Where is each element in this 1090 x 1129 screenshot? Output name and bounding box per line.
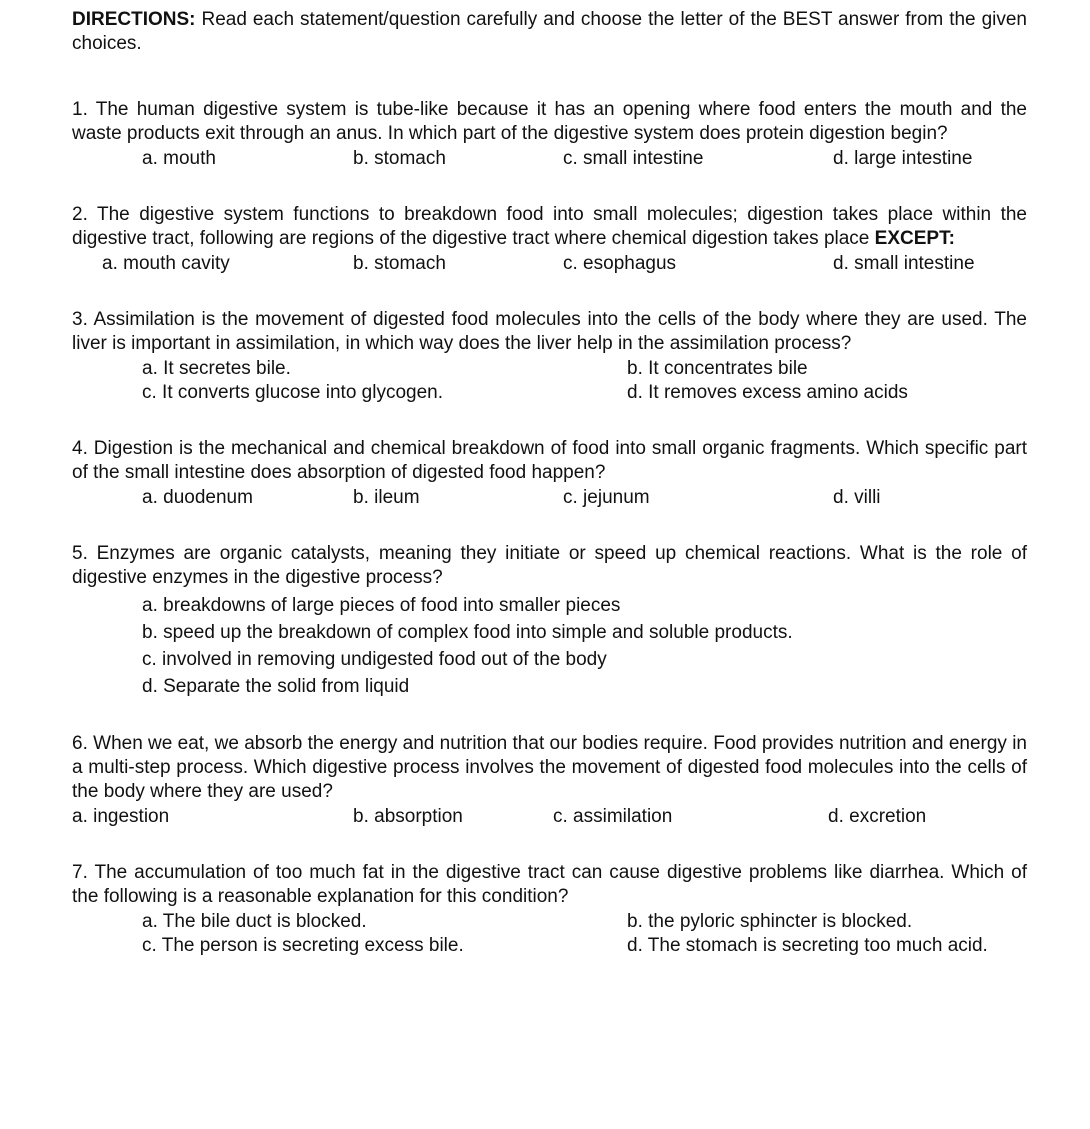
- choice-c[interactable]: c. assimilation: [553, 806, 673, 827]
- directions-text: Read each statement/question carefully and choose the letter of the BEST answer from the given choices.: [72, 9, 1027, 54]
- choice-a[interactable]: a. ingestion: [72, 806, 170, 827]
- choice-d[interactable]: d. large intestine: [833, 148, 973, 169]
- question-stem-text: 2. The digestive system functions to breakdown food into small molecules; digestion takes place within the digestive tract, following are regions of the digestive tract where chemical digestion takes place: [72, 204, 1027, 249]
- choice-d[interactable]: d. The stomach is secreting too much acid.: [627, 935, 988, 956]
- choice-a[interactable]: a. mouth cavity: [102, 253, 230, 274]
- choice-d[interactable]: d. excretion: [828, 806, 927, 827]
- directions: [72, 8, 1027, 56]
- question-5: [72, 542, 1027, 700]
- choice-b[interactable]: b. It concentrates bile: [627, 358, 808, 379]
- question-stem: [72, 203, 1027, 251]
- choice-c[interactable]: c. The person is secreting excess bile.: [142, 935, 464, 956]
- directions-label: DIRECTIONS:: [72, 9, 196, 30]
- choices: [72, 357, 1027, 405]
- choice-a[interactable]: a. The bile duct is blocked.: [142, 911, 367, 932]
- choice-b[interactable]: b. ileum: [353, 487, 420, 508]
- choices: [72, 805, 1027, 829]
- question-stem: 6. When we eat, we absorb the energy and nutrition that our bodies require. Food provides nutrition and energy in a multi-step process. Which digestive process involves the movement of digested food molecules into the cells of the body where they are used?: [72, 733, 1027, 802]
- choices: [72, 910, 1027, 958]
- choices: [72, 592, 1027, 700]
- choice-c[interactable]: c. It converts glucose into glycogen.: [142, 382, 443, 403]
- choice-d[interactable]: d. Separate the solid from liquid: [142, 676, 410, 697]
- choice-b[interactable]: b. stomach: [353, 253, 446, 274]
- question-stem: 3. Assimilation is the movement of digested food molecules into the cells of the body where they are used. The liver is important in assimilation, in which way does the liver help in the assimilation process?: [72, 309, 1027, 354]
- choice-d[interactable]: d. small intestine: [833, 253, 975, 274]
- choice-c[interactable]: c. esophagus: [563, 253, 677, 274]
- question-7: [72, 861, 1027, 958]
- choice-b[interactable]: b. absorption: [353, 806, 463, 827]
- question-2: [72, 203, 1027, 276]
- choice-d[interactable]: d. It removes excess amino acids: [627, 382, 908, 403]
- choice-a[interactable]: a. duodenum: [142, 487, 253, 508]
- choices: [72, 252, 1027, 276]
- choice-c[interactable]: c. jejunum: [563, 487, 650, 508]
- choice-d[interactable]: d. villi: [833, 487, 881, 508]
- choice-c[interactable]: c. small intestine: [563, 148, 704, 169]
- choice-b[interactable]: b. the pyloric sphincter is blocked.: [627, 911, 913, 932]
- question-1: [72, 98, 1027, 171]
- choices: [72, 486, 1027, 510]
- choice-a[interactable]: a. breakdowns of large pieces of food into smaller pieces: [142, 595, 621, 616]
- question-stem: 7. The accumulation of too much fat in the digestive tract can cause digestive problems like diarrhea. Which of the following is a reasonable explanation for this condition?: [72, 862, 1027, 907]
- question-stem-emphasis: EXCEPT:: [874, 228, 955, 249]
- question-stem: 1. The human digestive system is tube-like because it has an opening where food enters the mouth and the waste products exit through an anus. In which part of the digestive system does protein digestion begin?: [72, 99, 1027, 144]
- choice-b[interactable]: b. speed up the breakdown of complex food into simple and soluble products.: [142, 622, 793, 643]
- choice-a[interactable]: a. mouth: [142, 148, 216, 169]
- question-3: [72, 308, 1027, 405]
- question-4: [72, 437, 1027, 510]
- question-stem: 5. Enzymes are organic catalysts, meaning they initiate or speed up chemical reactions. What is the role of digestive enzymes in the digestive process?: [72, 543, 1027, 588]
- question-6: [72, 732, 1027, 829]
- question-stem: 4. Digestion is the mechanical and chemical breakdown of food into small organic fragments. Which specific part of the small intestine does absorption of digested food happen?: [72, 438, 1027, 483]
- worksheet: [72, 8, 1027, 990]
- choice-b[interactable]: b. stomach: [353, 148, 446, 169]
- choice-c[interactable]: c. involved in removing undigested food out of the body: [142, 649, 607, 670]
- choice-a[interactable]: a. It secretes bile.: [142, 358, 291, 379]
- choices: [72, 147, 1027, 171]
